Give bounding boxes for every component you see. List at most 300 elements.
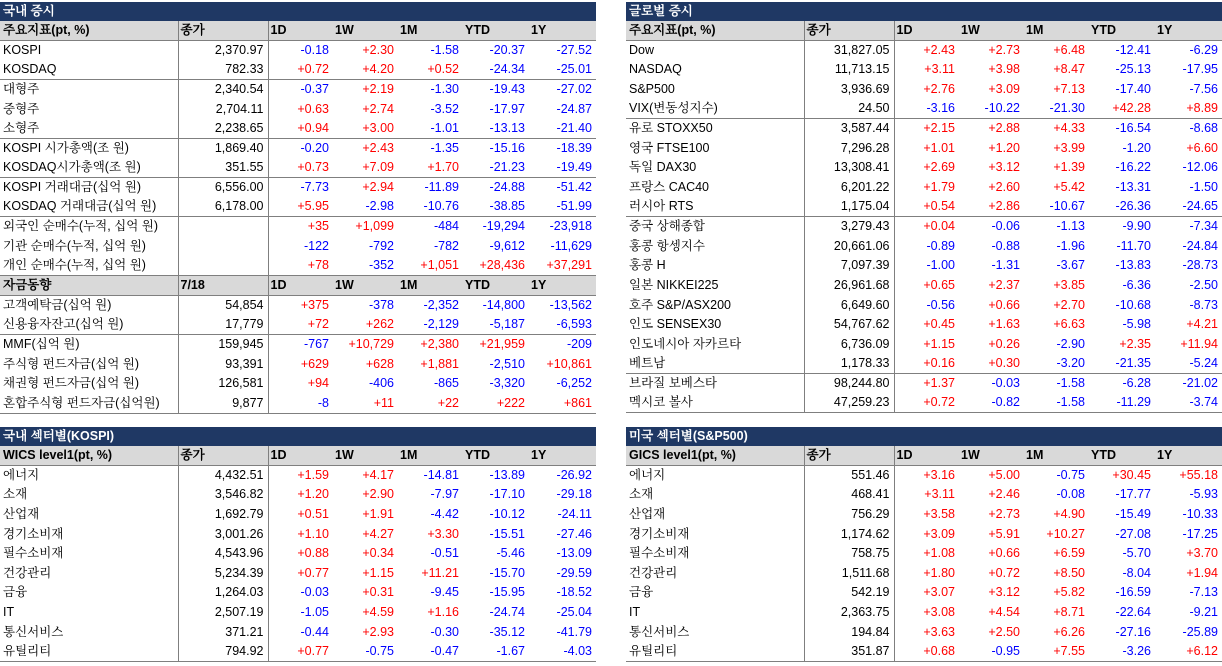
table-row (0, 217, 596, 237)
cell-d1: +375 (300, 298, 329, 313)
cell-d1: +0.94 (268, 119, 333, 139)
cell-ytd: -1.20 (1122, 140, 1151, 155)
table-row (626, 505, 1222, 525)
cell-m1: +4.33 (1053, 121, 1085, 136)
cell-close: 1,511.68 (804, 563, 894, 583)
cell-m1: +8.50 (1053, 565, 1085, 580)
cell-y1: -8.73 (1189, 297, 1218, 312)
panel-title: 글로벌 증시 (626, 2, 1222, 21)
cell-y1: -209 (566, 337, 592, 352)
cell-w1: +1.20 (988, 140, 1020, 155)
cell-name: 대형주 (0, 80, 178, 100)
cell-w1: +4.17 (362, 468, 394, 483)
cell-w1: +2.30 (362, 43, 394, 58)
panel-title: 미국 섹터별(S&P500) (626, 427, 1222, 446)
cell-d1: +94 (307, 376, 329, 391)
cell-m1: -1.58 (1024, 393, 1089, 413)
cell-close: 31,827.05 (804, 41, 894, 61)
cell-d1: +0.72 (268, 60, 333, 80)
cell-w1: +10,729 (348, 337, 394, 352)
table-row (626, 485, 1222, 505)
cell-name: 소재 (626, 485, 804, 505)
cell-y1: -23,918 (549, 219, 592, 234)
column-header-w1: 1W (333, 276, 398, 296)
cell-m1: +6.48 (1053, 43, 1085, 58)
cell-close: 1,174.62 (804, 524, 894, 544)
cell-m1: -3.67 (1056, 258, 1085, 273)
cell-w1: +2.88 (988, 121, 1020, 136)
cell-close: 2,340.54 (178, 80, 268, 100)
cell-ytd: +2.35 (1119, 336, 1151, 351)
cell-y1: -8.68 (1189, 121, 1218, 136)
cell-w1: +0.66 (988, 546, 1020, 561)
cell-name: 소형주 (0, 119, 178, 139)
cell-ytd: -11.70 (1116, 238, 1151, 253)
cell-y1: -5.93 (1189, 487, 1218, 502)
cell-name: 건강관리 (0, 563, 178, 583)
cell-d1: +3.63 (923, 624, 955, 639)
cell-name: 유로 STOXX50 (626, 119, 804, 139)
table-row (626, 256, 1222, 276)
cell-y1: +37,291 (529, 256, 596, 276)
cell-y1: -18.52 (556, 585, 592, 600)
cell-close: 24.50 (804, 99, 894, 119)
cell-ytd: -22.64 (1115, 604, 1151, 619)
cell-m1: -3.20 (1024, 354, 1089, 374)
table-row (626, 354, 1222, 374)
cell-name: Dow (626, 41, 804, 61)
cell-m1: +6.63 (1053, 317, 1085, 332)
cell-w1: +628 (365, 356, 394, 371)
cell-m1: -11.89 (424, 180, 459, 195)
cell-name: 중국 상해종합 (626, 217, 804, 237)
table-row (0, 563, 596, 583)
table-row (626, 544, 1222, 564)
market-table (0, 446, 596, 662)
cell-close: 3,546.82 (178, 485, 268, 505)
cell-close: 2,704.11 (178, 99, 268, 119)
cell-y1: -1.50 (1189, 179, 1218, 194)
cell-ytd: -15.70 (489, 565, 525, 580)
cell-ytd: -13.83 (1115, 258, 1151, 273)
cell-d1: +0.77 (297, 565, 329, 580)
cell-m1: -865 (433, 376, 459, 391)
cell-m1: +1,051 (398, 256, 463, 276)
cell-d1: +3.07 (923, 585, 955, 600)
cell-d1: +78 (268, 256, 333, 276)
cell-y1: -6,252 (556, 376, 592, 391)
cell-y1: -29.18 (556, 487, 592, 502)
cell-y1: -21.02 (1182, 376, 1218, 391)
cell-w1: +0.26 (988, 336, 1020, 351)
cell-y1: +8.89 (1155, 99, 1222, 119)
cell-m1: +11.21 (421, 565, 459, 580)
table-row (0, 296, 596, 316)
cell-m1: +3.85 (1053, 277, 1085, 292)
cell-m1: +3.30 (427, 526, 459, 541)
cell-ytd: -13.13 (463, 119, 529, 139)
cell-d1: +1.20 (297, 487, 329, 502)
cell-ytd: -26.36 (1089, 197, 1155, 217)
cell-m1: -21.30 (1024, 99, 1089, 119)
cell-ytd: -27.08 (1115, 526, 1151, 541)
cell-name: NASDAQ (626, 60, 804, 80)
column-header-d1: 1D (268, 446, 333, 466)
table-row (626, 236, 1222, 256)
table-row (626, 138, 1222, 158)
cell-m1: +8.71 (1053, 604, 1085, 619)
cell-m1: +7.13 (1053, 81, 1085, 96)
cell-m1: +1.70 (398, 158, 463, 178)
cell-y1: -9.21 (1189, 604, 1218, 619)
cell-w1: -10.22 (959, 99, 1024, 119)
cell-m1: -0.75 (1056, 468, 1085, 483)
cell-m1: +5.82 (1053, 585, 1085, 600)
table-row (0, 41, 596, 61)
cell-m1: +1,881 (420, 356, 459, 371)
cell-m1: -782 (433, 238, 459, 253)
table-row (0, 485, 596, 505)
cell-name: 프랑스 CAC40 (626, 178, 804, 198)
cell-y1: -21.40 (529, 119, 596, 139)
cell-y1: -10.33 (1182, 506, 1218, 521)
cell-m1: +1.16 (427, 604, 459, 619)
cell-w1: +4.59 (362, 604, 394, 619)
cell-w1: +0.30 (959, 354, 1024, 374)
cell-w1: +0.34 (362, 546, 394, 561)
cell-w1: -352 (333, 256, 398, 276)
cell-name: 인도 SENSEX30 (626, 315, 804, 335)
cell-d1: +2.43 (923, 43, 955, 58)
table-row (0, 544, 596, 564)
cell-ytd: -25.13 (1115, 62, 1151, 77)
cell-close: 6,556.00 (178, 178, 268, 198)
cell-name: KOSDAQ 거래대금(십억 원) (0, 197, 178, 217)
column-header-name: WICS level1(pt, %) (0, 446, 178, 466)
cell-name: 멕시코 볼사 (626, 393, 804, 413)
cell-d1: -1.05 (300, 604, 329, 619)
table-row (0, 583, 596, 603)
cell-name: MMF(십억 원) (0, 335, 178, 355)
cell-w1: -2.98 (333, 197, 398, 217)
cell-d1: +3.11 (924, 487, 955, 502)
cell-name: KOSPI (0, 41, 178, 61)
table-row (0, 524, 596, 544)
cell-y1: -25.89 (1182, 624, 1218, 639)
column-header-y1: 1Y (1155, 21, 1222, 41)
cell-name: 러시아 RTS (626, 197, 804, 217)
cell-m1: -1.96 (1056, 238, 1085, 253)
table-row (0, 642, 596, 662)
cell-y1: -18.39 (556, 141, 592, 156)
cell-y1: -7.34 (1189, 219, 1218, 234)
table-row (626, 334, 1222, 354)
cell-w1: +1,099 (355, 219, 394, 234)
table-row (0, 80, 596, 100)
table-row (0, 505, 596, 525)
table-row (0, 138, 596, 158)
cell-y1: +11.94 (1180, 336, 1218, 351)
table-row (0, 236, 596, 256)
cell-ytd: -13.89 (489, 468, 525, 483)
cell-y1: -27.02 (556, 82, 592, 97)
cell-y1: -51.99 (529, 197, 596, 217)
cell-y1: -17.25 (1182, 526, 1218, 541)
table-row (626, 315, 1222, 335)
cell-close: 351.55 (178, 158, 268, 178)
column-header-close: 종가 (804, 446, 894, 466)
cell-d1: +0.68 (894, 642, 959, 662)
cell-name: 신용융자잔고(십억 원) (0, 315, 178, 335)
cell-ytd: -21.23 (463, 158, 529, 178)
column-header-m1: 1M (1024, 21, 1089, 41)
cell-ytd: -15.49 (1115, 506, 1151, 521)
cell-ytd: -1.67 (463, 642, 529, 662)
cell-m1: +2,380 (420, 337, 459, 352)
cell-d1: +1.80 (923, 565, 955, 580)
cell-ytd: -5.98 (1122, 317, 1151, 332)
cell-close: 1,264.03 (178, 583, 268, 603)
cell-close (178, 236, 268, 256)
cell-name: 산업재 (0, 505, 178, 525)
cell-close: 7,097.39 (804, 256, 894, 276)
cell-ytd: -9,612 (489, 238, 525, 253)
cell-close: 1,178.33 (804, 354, 894, 374)
cell-d1: +0.04 (923, 219, 955, 234)
table-row (626, 603, 1222, 623)
cell-y1: +4.21 (1186, 317, 1218, 332)
cell-close: 468.41 (804, 485, 894, 505)
cell-ytd: +30.45 (1112, 468, 1151, 483)
cell-d1: +0.65 (923, 277, 955, 292)
cell-w1: +0.66 (988, 297, 1020, 312)
cell-y1: -6,593 (529, 315, 596, 335)
cell-name: 에너지 (626, 466, 804, 486)
cell-ytd: -35.12 (489, 624, 525, 639)
cell-y1: -6.29 (1189, 43, 1218, 58)
cell-d1: +1.15 (923, 336, 955, 351)
column-header-ytd: YTD (463, 446, 529, 466)
cell-name: 통신서비스 (626, 622, 804, 642)
column-header-w1: 1W (333, 446, 398, 466)
cell-y1: -3.74 (1155, 393, 1222, 413)
cell-ytd: -17.10 (489, 487, 525, 502)
cell-close: 5,234.39 (178, 563, 268, 583)
cell-m1: -1.30 (430, 82, 459, 97)
cell-m1: +0.52 (398, 60, 463, 80)
cell-m1: -10.76 (398, 197, 463, 217)
cell-ytd: -19.43 (489, 82, 525, 97)
cell-w1: +2.19 (362, 82, 394, 97)
cell-close: 26,961.68 (804, 276, 894, 296)
cell-y1: -17.95 (1182, 62, 1218, 77)
cell-m1: -1.58 (430, 43, 459, 58)
cell-d1: +0.54 (894, 197, 959, 217)
cell-name: 개인 순매수(누적, 십억 원) (0, 256, 178, 276)
cell-ytd: -24.34 (463, 60, 529, 80)
market-table (626, 446, 1222, 662)
table-header-row (626, 446, 1222, 466)
cell-d1: +3.09 (923, 526, 955, 541)
table-header-row (0, 21, 596, 41)
cell-name: 필수소비재 (0, 544, 178, 564)
column-header-d1: 1D (894, 446, 959, 466)
cell-y1: +6.60 (1186, 140, 1218, 155)
cell-close: 1,175.04 (804, 197, 894, 217)
column-header-w1: 1W (333, 21, 398, 41)
table-row (626, 158, 1222, 178)
cell-d1: +0.51 (297, 506, 329, 521)
cell-close: 1,692.79 (178, 505, 268, 525)
panel-title: 국내 증시 (0, 2, 596, 21)
cell-d1: +629 (300, 356, 329, 371)
table-row (626, 41, 1222, 61)
column-header-ytd: YTD (1089, 446, 1155, 466)
column-header-name: 주요지표(pt, %) (0, 21, 178, 41)
cell-close (178, 256, 268, 276)
cell-w1: +7.09 (333, 158, 398, 178)
cell-name: 유틸리티 (626, 642, 804, 662)
cell-y1: -7.56 (1189, 81, 1218, 96)
cell-w1: +2.73 (988, 43, 1020, 58)
column-header-d1: 1D (268, 276, 333, 296)
cell-close: 6,178.00 (178, 197, 268, 217)
cell-close: 756.29 (804, 505, 894, 525)
column-header-name: GICS level1(pt, %) (626, 446, 804, 466)
column-header-y1: 1Y (529, 276, 596, 296)
table-row (626, 119, 1222, 139)
cell-m1: -9.45 (430, 585, 459, 600)
panel-domestic (0, 2, 596, 414)
cell-close: 2,363.75 (804, 603, 894, 623)
column-header-m1: 1M (398, 276, 463, 296)
cell-name: 경기소비재 (626, 524, 804, 544)
cell-m1: -0.47 (398, 642, 463, 662)
column-header-ytd: YTD (463, 21, 529, 41)
cell-m1: -1.35 (430, 141, 459, 156)
cell-w1: +2.93 (362, 624, 394, 639)
cell-ytd: -20.37 (489, 43, 525, 58)
cell-w1: +2.50 (988, 624, 1020, 639)
cell-d1: +2.15 (923, 121, 955, 136)
cell-m1: +5.42 (1053, 179, 1085, 194)
table-row (0, 335, 596, 355)
cell-m1: -1.13 (1056, 219, 1085, 234)
cell-ytd: -5,187 (463, 315, 529, 335)
cell-d1: -0.89 (926, 238, 955, 253)
cell-ytd: -8.04 (1122, 565, 1151, 580)
cell-close (178, 217, 268, 237)
cell-close: 3,936.69 (804, 80, 894, 100)
table-row (626, 393, 1222, 413)
cell-ytd: +21,959 (479, 337, 525, 352)
cell-name: 혼합주식형 펀드자금(십억원) (0, 394, 178, 414)
cell-d1: +1.10 (297, 526, 329, 541)
cell-ytd: +28,436 (463, 256, 529, 276)
cell-y1: -7.13 (1189, 585, 1218, 600)
cell-ytd: -10.68 (1115, 297, 1151, 312)
cell-close: 9,877 (178, 394, 268, 414)
cell-w1: -0.88 (991, 238, 1020, 253)
cell-name: KOSPI 거래대금(십억 원) (0, 178, 178, 198)
table-row (626, 197, 1222, 217)
cell-m1: -4.42 (430, 506, 459, 521)
column-header-close: 7/18 (178, 276, 268, 296)
cell-name: 기관 순매수(누적, 십억 원) (0, 236, 178, 256)
cell-d1: +0.63 (297, 101, 329, 116)
column-header-m1: 1M (398, 446, 463, 466)
column-header-w1: 1W (959, 21, 1024, 41)
cell-w1: +0.72 (988, 565, 1020, 580)
cell-name: 외국인 순매수(누적, 십억 원) (0, 217, 178, 237)
cell-y1: +10,861 (546, 356, 592, 371)
cell-close: 794.92 (178, 642, 268, 662)
cell-close: 7,296.28 (804, 138, 894, 158)
cell-name: 소재 (0, 485, 178, 505)
cell-name: 홍콩 항셍지수 (626, 236, 804, 256)
cell-ytd: -16.22 (1115, 160, 1151, 175)
cell-ytd: -17.97 (489, 101, 525, 116)
cell-m1: +4.90 (1053, 506, 1085, 521)
cell-y1: -51.42 (556, 180, 592, 195)
table-row (626, 80, 1222, 100)
cell-close: 758.75 (804, 544, 894, 564)
table-row (626, 524, 1222, 544)
table-row (626, 276, 1222, 296)
cell-y1: -11,629 (550, 238, 592, 253)
cell-name: 베트남 (626, 354, 804, 374)
cell-d1: +0.72 (894, 393, 959, 413)
cell-d1: +2.69 (923, 160, 955, 175)
cell-name: 고객예탁금(십억 원) (0, 296, 178, 316)
cell-ytd: -9.90 (1122, 219, 1151, 234)
cell-name: 영국 FTSE100 (626, 138, 804, 158)
column-header-close: 종가 (804, 21, 894, 41)
table-row (626, 295, 1222, 315)
cell-close: 6,649.60 (804, 295, 894, 315)
cell-y1: -4.03 (529, 642, 596, 662)
cell-ytd: -17.40 (1115, 81, 1151, 96)
cell-w1: +3.98 (988, 62, 1020, 77)
cell-w1: +1.91 (362, 506, 394, 521)
cell-w1: +3.12 (988, 585, 1020, 600)
cell-w1: +1.15 (362, 565, 394, 580)
table-row (626, 374, 1222, 394)
cell-ytd: -16.54 (1115, 121, 1151, 136)
cell-close: 20,661.06 (804, 236, 894, 256)
cell-m1: -1.01 (398, 119, 463, 139)
cell-w1: -0.95 (959, 642, 1024, 662)
cell-name: IT (626, 603, 804, 623)
cell-m1: -2.90 (1056, 336, 1085, 351)
cell-d1: +1.59 (297, 468, 329, 483)
table-header-row (0, 276, 596, 296)
cell-y1: -5.24 (1155, 354, 1222, 374)
cell-ytd: -15.95 (489, 585, 525, 600)
cell-close: 2,238.65 (178, 119, 268, 139)
cell-w1: -0.03 (991, 376, 1020, 391)
cell-m1: +8.47 (1053, 62, 1085, 77)
cell-d1: -0.20 (300, 141, 329, 156)
cell-name: 일본 NIKKEI225 (626, 276, 804, 296)
cell-w1: -406 (368, 376, 394, 391)
cell-m1: -10.67 (1024, 197, 1089, 217)
cell-m1: +22 (398, 394, 463, 414)
cell-w1: +2.37 (988, 277, 1020, 292)
cell-name: 산업재 (626, 505, 804, 525)
cell-close: 3,279.43 (804, 217, 894, 237)
cell-close: 47,259.23 (804, 393, 894, 413)
